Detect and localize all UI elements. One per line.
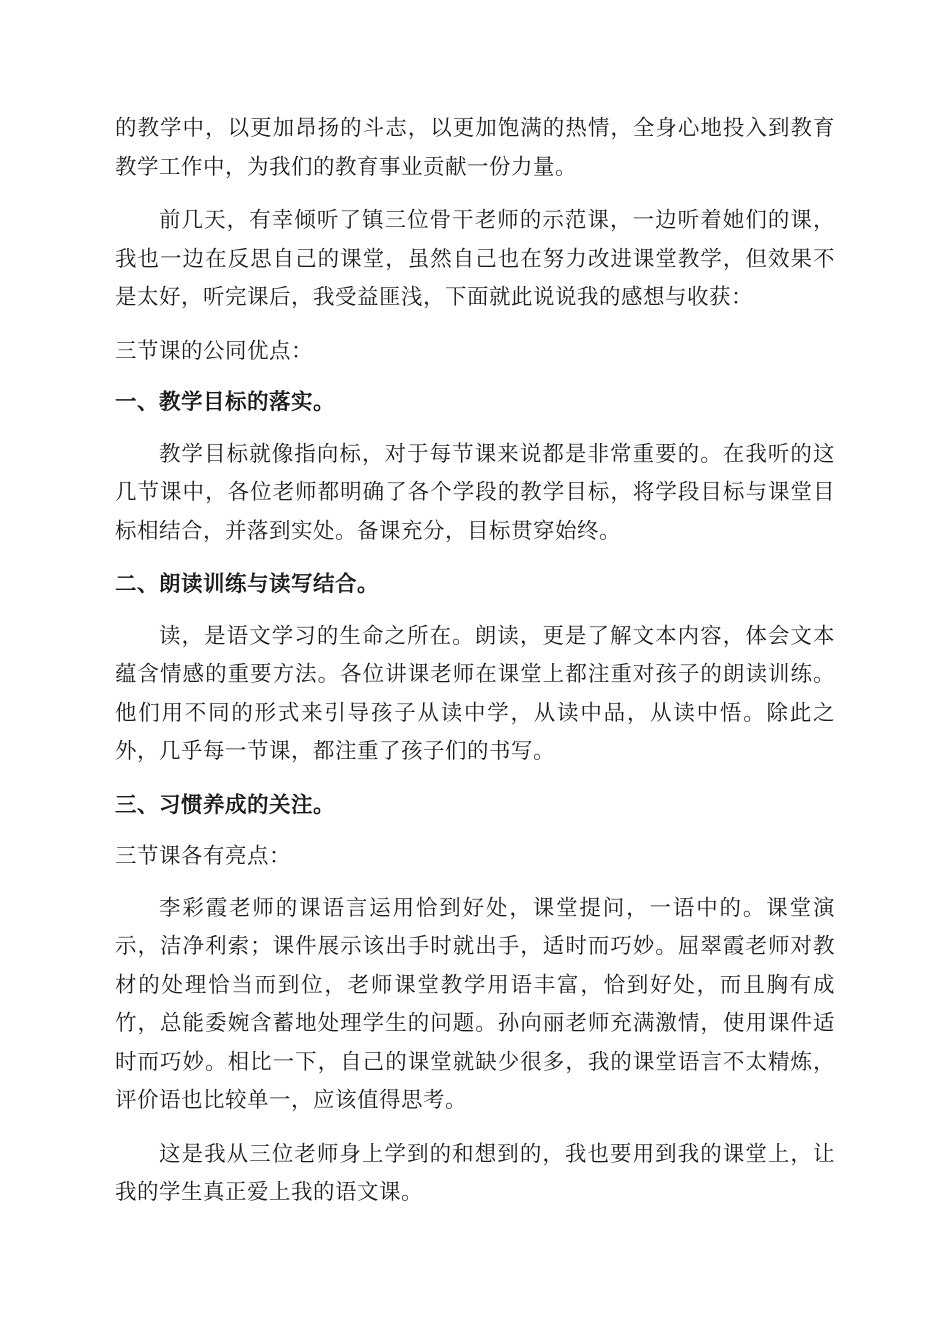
heading-habits: 三、习惯养成的关注。 <box>115 792 336 818</box>
paragraph-reading-writing: 读，是语文学习的生命之所在。朗读，更是了解文本内容，体会文本蕴含情感的重要方法。各位讲课老师在课堂上都注重对孩子的朗读训练。他们用不同的形式来引导孩子从读中学，从读中品，从读中悟。除此之外，几乎每一节课，都注重了孩子们的书写。 <box>115 623 835 764</box>
paragraph-intro: 前几天，有幸倾听了镇三位骨干老师的示范课，一边听着她们的课，我也一边在反思自己的课堂，虽然自己也在努力改进课堂教学，但效果不是太好，听完课后，我受益匪浅，下面就此说说我的感想与收获： <box>115 208 835 310</box>
paragraph-conclusion: 这是我从三位老师身上学到的和想到的，我也要用到我的课堂上，让我的学生真正爱上我的语文课。 <box>115 1141 835 1205</box>
heading-teaching-goals: 一、教学目标的落实。 <box>115 390 336 415</box>
paragraph-common-strengths: 三节课的公同优点： <box>115 338 314 364</box>
document-page <box>115 110 835 1213</box>
paragraph-highlights-label: 三节课各有亮点： <box>115 844 292 869</box>
heading-reading-writing: 二、朗读训练与读写结合。 <box>115 572 380 597</box>
paragraph-teacher-highlights: 李彩霞老师的课语言运用恰到好处，课堂提问，一语中的。课堂演示，洁净利索；课件展示该出手时就出手，适时而巧妙。屈翠霞老师对教材的处理恰当而到位，老师课堂教学用语丰富，恰到好处，而且胸有成竹，总能委婉含蓄地处理学生的问题。孙向丽老师充满激情，使用课件适时而巧妙。相比一下，自己的课堂就缺少很多，我的课堂语言不太精炼，评价语也比较单一，应该值得思考。 <box>115 895 835 1113</box>
paragraph-teaching-goals: 教学目标就像指向标，对于每节课来说都是非常重要的。在我听的这几节课中，各位老师都明确了各个学段的教学目标，将学段目标与课堂目标相结合，并落到实处。备课充分，目标贯穿始终。 <box>115 441 835 544</box>
paragraph-continuation: 的教学中，以更加昂扬的斗志，以更加饱满的热情，全身心地投入到教育教学工作中，为我们的教育事业贡献一份力量。 <box>115 116 835 180</box>
